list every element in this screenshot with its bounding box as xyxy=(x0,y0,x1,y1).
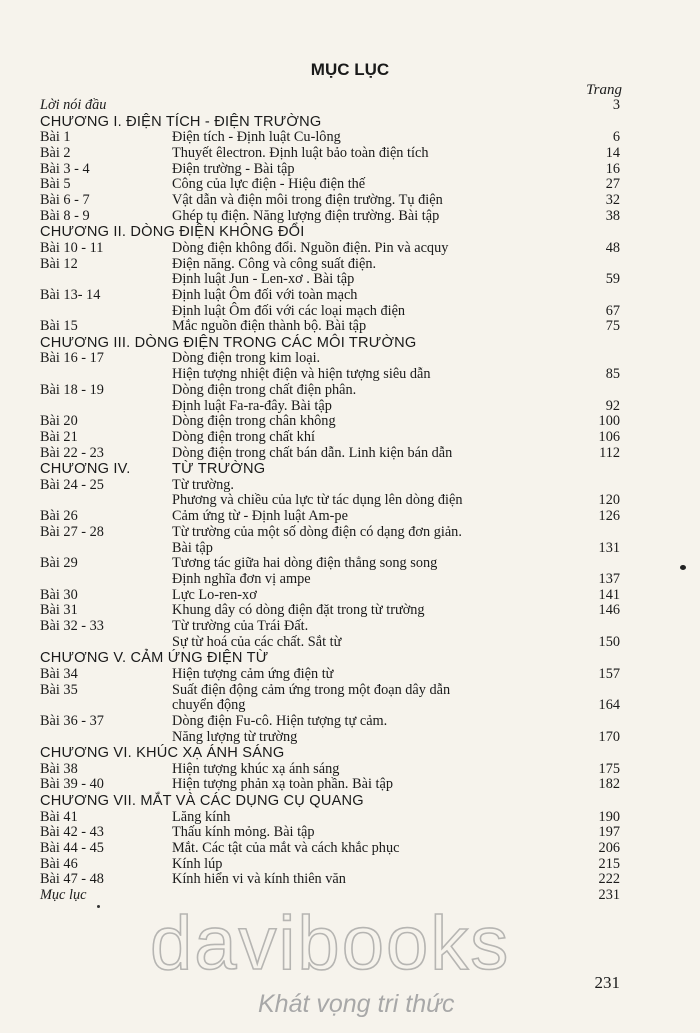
lesson-topic: Suất điện động cảm ứng trong một đoạn dây dẫn xyxy=(172,681,451,698)
lesson-topic: Lăng kính xyxy=(172,808,231,825)
lesson-topic: Điện năng. Công và công suất điện. xyxy=(172,255,377,272)
lesson-number: Bài 16 - 17 xyxy=(40,350,104,367)
page-number: 182 xyxy=(598,776,620,793)
page-number: 170 xyxy=(598,728,620,745)
lesson-topic: Mắt. Các tật của mắt và cách khắc phục xyxy=(172,840,400,856)
lesson-topic: Dòng điện Fu-cô. Hiện tượng tự cảm. xyxy=(172,712,388,729)
toc-row xyxy=(40,841,620,857)
toc-row xyxy=(40,241,620,257)
page-number: 14 xyxy=(605,144,620,161)
toc-row xyxy=(40,825,620,841)
lesson-number: Lời nói đầu xyxy=(40,97,107,113)
toc-row xyxy=(40,319,620,335)
page-number: 27 xyxy=(605,176,620,193)
lesson-topic: Định luật Ôm đối với toàn mạch xyxy=(172,286,358,303)
lesson-topic: Năng lượng từ trường xyxy=(172,728,298,745)
watermark-brand: davibooks xyxy=(150,901,511,986)
lesson-number: Bài 24 - 25 xyxy=(40,476,104,493)
watermark-tagline: Khát vọng tri thức xyxy=(258,990,455,1018)
lesson-topic: Tương tác giữa hai dòng điện thẳng song song xyxy=(172,555,438,572)
lesson-number: Bài 10 - 11 xyxy=(40,239,104,256)
chapter-title: CHƯƠNG III. DÒNG ĐIỆN TRONG CÁC MÔI TRƯỜNG xyxy=(40,334,417,351)
toc-row xyxy=(40,162,620,178)
toc-row xyxy=(40,525,620,541)
lesson-number: Mục lục xyxy=(40,887,87,904)
lesson-topic: Định nghĩa đơn vị ampe xyxy=(172,570,311,587)
page-number: 6 xyxy=(612,129,620,146)
lesson-topic: Từ trường của một số dòng điện có dạng đơn giản. xyxy=(172,523,462,540)
page-number: 231 xyxy=(598,887,620,904)
lesson-topic: Kính hiển vi và kính thiên văn xyxy=(172,871,346,888)
lesson-number: Bài 3 - 4 xyxy=(40,160,90,177)
page-number: 85 xyxy=(605,366,620,383)
page-number: 106 xyxy=(598,428,620,445)
lesson-topic: Điện tích - Định luật Cu-lông xyxy=(172,129,341,146)
toc-row xyxy=(40,872,620,888)
lesson-topic: Phương và chiều của lực từ tác dụng lên dòng điện xyxy=(172,492,463,509)
lesson-topic: Dòng điện trong chất bán dẫn. Linh kiện bán dẫn xyxy=(172,444,453,461)
toc-row xyxy=(40,272,620,288)
toc-row xyxy=(40,146,620,162)
chapter-heading xyxy=(40,793,620,810)
lesson-topic: Định luật Jun - Len-xơ . Bài tập xyxy=(172,271,355,288)
toc-row xyxy=(40,130,620,146)
lesson-number: Bài 6 - 7 xyxy=(40,191,90,208)
lesson-number: Bài 15 xyxy=(40,318,78,335)
page-number: 150 xyxy=(598,633,620,650)
lesson-number: Bài 2 xyxy=(40,144,71,161)
toc-row xyxy=(40,619,620,635)
lesson-number: Bài 13- 14 xyxy=(40,286,101,303)
lesson-topic: Dòng điện trong kim loại. xyxy=(172,350,321,367)
page-number: 67 xyxy=(605,302,620,319)
page-number: 100 xyxy=(598,413,620,430)
lesson-number: Bài 35 xyxy=(40,681,78,698)
lesson-topic: Dòng điện trong chất khí xyxy=(172,428,315,445)
toc-row xyxy=(40,478,620,494)
lesson-number: Bài 34 xyxy=(40,665,78,682)
page-number: 48 xyxy=(605,239,620,256)
toc-row xyxy=(40,603,620,619)
page-number: 141 xyxy=(598,586,620,603)
chapter-heading xyxy=(40,745,620,762)
chapter-title: CHƯƠNG V. CẢM ỨNG ĐIỆN TỪ xyxy=(40,650,269,667)
toc-row xyxy=(40,493,620,509)
lesson-number: Bài 18 - 19 xyxy=(40,381,104,398)
ink-speck xyxy=(680,565,686,570)
toc-row xyxy=(40,430,620,446)
page-number: 157 xyxy=(598,665,620,682)
lesson-topic: Định luật Ôm đối với các loại mạch điện xyxy=(172,302,406,319)
toc-row xyxy=(40,588,620,604)
lesson-topic: chuyển động xyxy=(172,697,246,714)
lesson-topic: Lực Lo-ren-xơ xyxy=(172,586,257,603)
page-number: 126 xyxy=(598,508,620,525)
lesson-topic: Khung dây có dòng điện đặt trong từ trường xyxy=(172,602,425,619)
toc-row xyxy=(40,177,620,193)
chapter-heading xyxy=(40,650,620,667)
lesson-topic: Từ trường. xyxy=(172,476,234,493)
toc-row xyxy=(40,572,620,588)
chapter-heading xyxy=(40,461,620,478)
chapter-heading xyxy=(40,114,620,131)
toc-row xyxy=(40,98,620,114)
lesson-number: Bài 29 xyxy=(40,555,78,572)
lesson-number: Bài 42 - 43 xyxy=(40,824,104,841)
page-column-header: Trang xyxy=(586,82,622,98)
page-number: 38 xyxy=(605,207,620,224)
lesson-topic: Ghép tụ điện. Năng lượng điện trường. Bài tập xyxy=(172,207,440,224)
page-number: 206 xyxy=(598,840,620,856)
lesson-topic: Vật dẫn và điện môi trong điện trường. Tụ điện xyxy=(172,191,443,208)
chapter-title: CHƯƠNG IV. xyxy=(40,461,131,478)
lesson-number: Bài 31 xyxy=(40,602,78,619)
page-number: 137 xyxy=(598,570,620,587)
lesson-topic: Hiện tượng cảm ứng điện từ xyxy=(172,665,334,682)
toc-row xyxy=(40,367,620,383)
lesson-number: Bài 12 xyxy=(40,255,78,272)
page-number: 112 xyxy=(599,444,620,461)
toc-row xyxy=(40,667,620,683)
lesson-topic: Dòng điện trong chất điện phân. xyxy=(172,381,357,398)
toc-row xyxy=(40,857,620,873)
lesson-number: Bài 39 - 40 xyxy=(40,776,104,793)
lesson-number: Bài 36 - 37 xyxy=(40,712,104,729)
lesson-topic: Dòng điện không đổi. Nguồn điện. Pin và acquy xyxy=(172,239,449,256)
lesson-topic: Mắc nguồn điện thành bộ. Bài tập xyxy=(172,318,367,335)
chapter-title: CHƯƠNG II. DÒNG ĐIỆN KHÔNG ĐỔI xyxy=(40,224,305,241)
toc-row xyxy=(40,351,620,367)
chapter-title: CHƯƠNG I. ĐIỆN TÍCH - ĐIỆN TRƯỜNG xyxy=(40,113,322,130)
lesson-topic: Thuyết êlectron. Định luật bảo toàn điện tích xyxy=(172,144,429,161)
lesson-number: Bài 47 - 48 xyxy=(40,871,104,888)
lesson-topic: Từ trường của Trái Đất. xyxy=(172,617,309,634)
lesson-number: Bài 46 xyxy=(40,855,78,872)
page-number: 131 xyxy=(598,539,620,556)
chapter-heading xyxy=(40,224,620,241)
lesson-topic: Dòng điện trong chân không xyxy=(172,413,336,430)
lesson-topic: Cảm ứng từ - Định luật Am-pe xyxy=(172,508,348,525)
lesson-number: Bài 26 xyxy=(40,508,78,525)
ink-speck xyxy=(97,905,100,908)
lesson-number: Bài 44 - 45 xyxy=(40,840,104,856)
chapter-title: CHƯƠNG VI. KHÚC XẠ ÁNH SÁNG xyxy=(40,745,285,762)
toc-row xyxy=(40,777,620,793)
lesson-topic: Kính lúp xyxy=(172,855,223,872)
chapter-subtitle: TỪ TRƯỜNG xyxy=(172,461,266,478)
lesson-topic: Hiện tượng nhiệt điện và hiện tượng siêu dẫn xyxy=(172,366,431,383)
toc-row xyxy=(40,304,620,320)
lesson-topic: Bài tập xyxy=(172,539,213,556)
lesson-topic: Công của lực điện - Hiệu điện thế xyxy=(172,176,366,193)
toc-row xyxy=(40,762,620,778)
lesson-number: Bài 21 xyxy=(40,428,78,445)
toc-row xyxy=(40,635,620,651)
lesson-topic: Hiện tượng khúc xạ ánh sáng xyxy=(172,760,340,777)
toc-row xyxy=(40,446,620,462)
toc-row xyxy=(40,209,620,225)
page-number: 190 xyxy=(598,808,620,825)
page-number: 16 xyxy=(605,160,620,177)
toc-row xyxy=(40,556,620,572)
chapter-heading xyxy=(40,335,620,352)
page-number: 32 xyxy=(605,191,620,208)
page-number: 164 xyxy=(598,697,620,714)
table-of-contents xyxy=(40,98,620,904)
page-number: 146 xyxy=(598,602,620,619)
toc-row xyxy=(40,541,620,557)
toc-row xyxy=(40,730,620,746)
toc-row xyxy=(40,414,620,430)
chapter-title: CHƯƠNG VII. MẮT VÀ CÁC DỤNG CỤ QUANG xyxy=(40,793,364,810)
page-number: 197 xyxy=(598,824,620,841)
page-number: 75 xyxy=(605,318,620,335)
lesson-number: Bài 5 xyxy=(40,176,71,193)
toc-row xyxy=(40,399,620,415)
page-number: 3 xyxy=(612,97,620,113)
lesson-number: Bài 1 xyxy=(40,129,71,146)
lesson-number: Bài 41 xyxy=(40,808,78,825)
lesson-number: Bài 27 - 28 xyxy=(40,523,104,540)
lesson-topic: Điện trường - Bài tập xyxy=(172,160,295,177)
page-number: 92 xyxy=(605,397,620,414)
lesson-number: Bài 38 xyxy=(40,760,78,777)
lesson-topic: Định luật Fa-ra-đây. Bài tập xyxy=(172,397,332,414)
lesson-topic: Sự từ hoá của các chất. Sắt từ xyxy=(172,633,342,650)
lesson-number: Bài 32 - 33 xyxy=(40,617,104,634)
toc-row xyxy=(40,683,620,699)
page-number: 120 xyxy=(598,492,620,509)
footer-page-number: 231 xyxy=(594,973,620,992)
page-title: MỤC LỤC xyxy=(310,60,390,79)
page-number: 215 xyxy=(598,855,620,872)
toc-row xyxy=(40,714,620,730)
toc-row xyxy=(40,288,620,304)
lesson-topic: Thấu kính mỏng. Bài tập xyxy=(172,824,315,841)
toc-row xyxy=(40,257,620,273)
page-number: 222 xyxy=(598,871,620,888)
toc-row xyxy=(40,193,620,209)
toc-row xyxy=(40,698,620,714)
lesson-topic: Hiện tượng phản xạ toàn phần. Bài tập xyxy=(172,776,393,793)
toc-row xyxy=(40,810,620,826)
page-number: 175 xyxy=(598,760,620,777)
toc-row xyxy=(40,383,620,399)
toc-row xyxy=(40,509,620,525)
lesson-number: Bài 22 - 23 xyxy=(40,444,104,461)
lesson-number: Bài 20 xyxy=(40,413,78,430)
page-number: 59 xyxy=(605,271,620,288)
lesson-number: Bài 8 - 9 xyxy=(40,207,90,224)
lesson-number: Bài 30 xyxy=(40,586,78,603)
